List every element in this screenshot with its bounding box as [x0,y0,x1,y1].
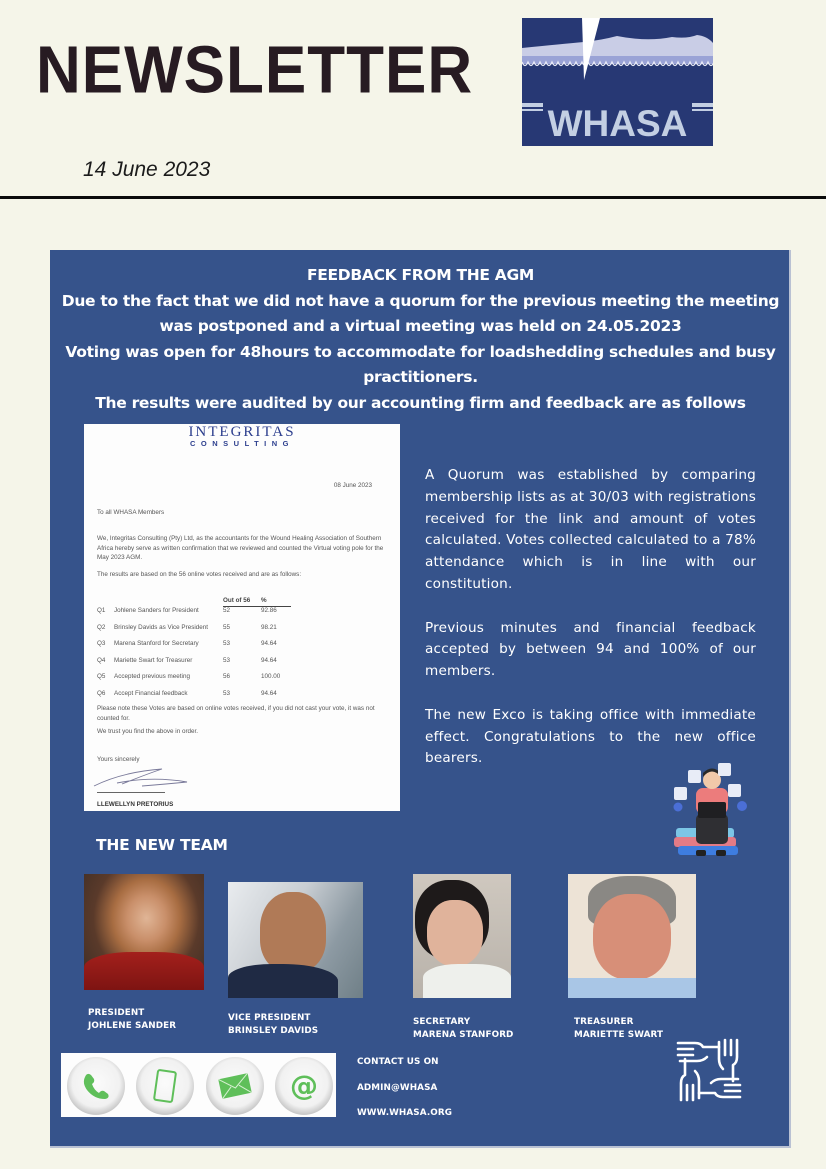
signature-line [97,792,165,793]
team-caption [574,1016,663,1042]
at-sign-icon[interactable] [275,1057,333,1115]
logo-text: WHASA [547,103,688,144]
member-name: JOHLENE SANDER [88,1021,177,1031]
whasa-logo [522,18,713,146]
vote-percent: 100.00 [261,673,281,680]
votes-table [97,597,291,706]
audit-letter [84,424,400,811]
vote-percent: 98.21 [261,623,277,631]
member-name: BRINSLEY DAVIDS [228,1026,319,1036]
vote-question-number: Q1 [97,606,106,614]
vote-percent: 94.64 [261,689,277,697]
letter-closing: Yours sincerely [97,756,140,763]
mobile-icon[interactable] [136,1057,194,1115]
letter-signatory: LLEWELLYN PRETORIUS [97,801,174,808]
vote-percent: 94.64 [261,640,277,647]
vote-question-number: Q3 [97,640,106,647]
agm-feedback-block [50,263,791,416]
agm-heading: FEEDBACK FROM THE AGM [306,266,535,284]
vice-president-photo [228,882,363,998]
agm-text-line: was postponed and a virtual meeting was held on 24.05.2023 [159,317,682,335]
team-caption [88,1007,176,1033]
vote-question-number: Q4 [97,656,106,664]
vote-row [97,640,291,657]
letter-basis: The results are based on the 56 online votes received and are as follows: [97,571,302,578]
vote-count: 52 [223,607,231,614]
vote-item: Johlene Sanders for President [114,606,199,614]
signature-scribble [92,764,202,794]
president-photo [84,874,204,990]
team-caption [413,1016,513,1042]
member-role: VICE PRESIDENT [228,1013,311,1023]
agm-summary [425,465,756,792]
member-name: MARIETTE SWART [574,1030,664,1040]
letter-salutation: To all WHASA Members [97,509,165,516]
agm-text-line: Voting was open for 48hours to accommodate for loadshedding schedules and busy [65,342,776,361]
member-role: SECRETARY [413,1017,471,1027]
vote-count: 53 [223,640,231,647]
team-heading: THE NEW TEAM [96,836,228,854]
summary-quorum: A Quorum was established by comparing membership lists as at 30/03 with registrations received for the link and amount of votes calculated. Votes collected calculated to a 78% attendance which is in line with our constitution. [425,467,756,592]
agm-text-line: Due to the fact that we did not have a quorum for the previous meeting the meeting [61,291,780,310]
vote-percent: 92.86 [261,607,277,614]
votes-header: Out of 56 [223,597,261,607]
member-name: MARENA STANFORD [413,1030,514,1040]
vote-item: Accepted previous meeting [114,673,190,680]
vote-count: 56 [223,673,231,680]
agm-text-line: practitioners. [363,368,478,386]
member-role: PRESIDENT [88,1008,145,1018]
vote-item: Mariette Swart for Treasurer [114,656,193,664]
agm-text-line: The results were audited by our accounting firm and feedback are as follows [95,393,746,412]
teamwork-hands-icon [675,1037,743,1103]
pct-header: % [261,597,291,607]
contact-heading: CONTACT US ON [357,1057,439,1067]
team-caption [228,1012,318,1038]
newsletter-title: NEWSLETTER [36,33,474,108]
vote-question-number: Q2 [97,623,106,631]
secretary-photo [413,874,511,998]
contact-email[interactable]: ADMIN@WHASA [357,1083,438,1093]
letter-trust: We trust you find the above in order. [97,728,199,735]
vote-count: 53 [223,656,231,664]
newsletter-date: 14 June 2023 [83,158,211,181]
vote-question-number: Q6 [97,689,106,697]
vote-row [97,673,291,690]
vote-item: Accept Financial feedback [114,689,188,697]
phone-icon[interactable] [67,1057,125,1115]
vote-row [97,657,291,674]
letter-intro: We, Integritas Consulting (Pty) Ltd, as the accountants for the Wound Healing Association of Southern Africa hereby serve as written confirmation that we reviewed and counted the Virtual voting pole for the May 2023 AGM. [97,535,384,561]
letter-brand-name: INTEGRITAS [188,424,296,440]
vote-percent: 94.64 [261,656,277,664]
vote-count: 55 [223,623,231,631]
person-with-laptop-illustration [668,760,756,860]
contact-website[interactable]: WWW.WHASA.ORG [357,1108,453,1118]
vote-item: Marena Stanford for Secretary [114,640,199,647]
envelope-icon[interactable] [206,1057,264,1115]
member-role: TREASURER [574,1017,634,1027]
svg-text:@: @ [290,1069,318,1102]
contact-icons-strip [61,1053,336,1117]
letter-date: 08 June 2023 [333,482,372,489]
letter-brand-sub: CONSULTING [189,439,295,448]
letter-note: Please note these Votes are based on online votes received, if you did not cast your vote, it was not counted for. [97,705,375,722]
vote-count: 53 [223,689,231,697]
summary-exco: The new Exco is taking office with immediate effect. Congratulations to the new office bearers. [425,706,756,767]
vote-row [97,624,291,641]
header-divider [0,196,826,199]
vote-question-number: Q5 [97,673,106,680]
vote-item: Brinsley Davids as Vice President [114,623,209,631]
summary-minutes: Previous minutes and financial feedback accepted by between 94 and 100% of our members. [425,619,756,680]
vote-row [97,607,291,624]
treasurer-photo [568,874,696,998]
